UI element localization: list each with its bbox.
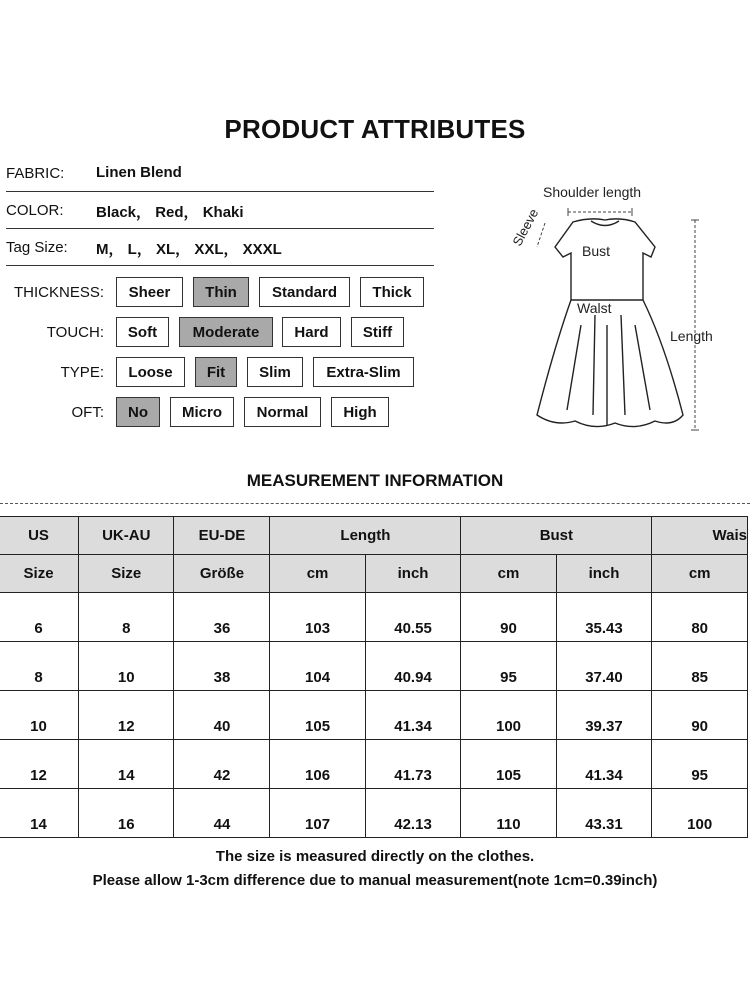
note-measured: The size is measured directly on the clothes. (215, 848, 535, 865)
subheader-cell: cm (652, 555, 748, 593)
chip-thin: Thin (193, 277, 249, 307)
attr-row-thickness (0, 277, 104, 307)
table-cell: 40.55 (365, 593, 461, 642)
table-cell: 100 (461, 691, 556, 740)
table-cell: 14 (79, 740, 174, 789)
table-cell: 39.37 (556, 691, 652, 740)
table-cell: 41.73 (365, 740, 461, 789)
chip-standard: Standard (259, 277, 350, 307)
table-cell: 10 (79, 642, 174, 691)
info-value: Black， Red， Khaki (96, 204, 244, 221)
chip-micro: Micro (170, 397, 234, 427)
table-cell: 105 (270, 691, 365, 740)
chip-extra-slim: Extra-Slim (313, 357, 414, 387)
header-row-1 (0, 517, 748, 555)
chip-sheer: Sheer (116, 277, 183, 307)
chip-slim: Slim (247, 357, 303, 387)
table-row (0, 789, 748, 838)
table-cell: 10 (0, 691, 79, 740)
page-title: PRODUCT ATTRIBUTES (224, 114, 526, 144)
table-cell: 110 (461, 789, 556, 838)
shoulder-length-label: Shoulder length (543, 184, 642, 200)
table-cell: 40.94 (365, 642, 461, 691)
table-cell: 95 (652, 740, 748, 789)
subheader-cell: Größe (174, 555, 270, 593)
table-cell: 12 (0, 740, 79, 789)
header-us: US (0, 517, 79, 555)
table-cell: 8 (79, 593, 174, 642)
table-cell: 105 (461, 740, 556, 789)
chip-stiff: Stiff (351, 317, 404, 347)
table-cell: 85 (652, 642, 748, 691)
header-row-2 (0, 555, 748, 593)
table-cell: 35.43 (556, 593, 652, 642)
note-difference: Please allow 1-3cm difference due to manual measurement(note 1cm=0.39inch) (92, 872, 658, 889)
table-cell: 41.34 (556, 740, 652, 789)
table-cell: 43.31 (556, 789, 652, 838)
table-cell: 38 (174, 642, 270, 691)
table-cell: 107 (270, 789, 365, 838)
dress-outline-icon (495, 175, 745, 440)
table-cell: 90 (461, 593, 556, 642)
table-cell: 100 (652, 789, 748, 838)
chip-loose: Loose (116, 357, 185, 387)
attr-label: THICKNESS: (13, 284, 104, 301)
header-length: Length (270, 517, 461, 555)
table-cell: 106 (270, 740, 365, 789)
chip-moderate: Moderate (179, 317, 273, 347)
dress-diagram (495, 175, 745, 440)
info-row-tag-size (6, 229, 434, 266)
measurement-table (0, 516, 748, 838)
table-cell: 42 (174, 740, 270, 789)
attr-label: TOUCH: (46, 324, 104, 341)
table-cell: 8 (0, 642, 79, 691)
attr-row-touch (0, 317, 104, 347)
info-row-color (6, 192, 434, 229)
bust-label: Bust (582, 243, 611, 259)
chip-thick: Thick (360, 277, 424, 307)
table-cell: 80 (652, 593, 748, 642)
table-cell: 36 (174, 593, 270, 642)
attr-row-type (0, 357, 104, 387)
subheader-cell: inch (556, 555, 652, 593)
table-cell: 103 (270, 593, 365, 642)
table-cell: 90 (652, 691, 748, 740)
info-row-fabric (6, 155, 434, 192)
table-cell: 12 (79, 691, 174, 740)
info-label: Tag Size: (6, 239, 68, 256)
attr-row-oft (0, 397, 104, 427)
attr-label: OFT: (71, 404, 104, 421)
chip-no: No (116, 397, 160, 427)
length-label: Length (670, 328, 713, 344)
sleeve-label: Sleeve (509, 206, 542, 249)
table-cell: 40 (174, 691, 270, 740)
table-row (0, 691, 748, 740)
subheader-cell: Size (0, 555, 79, 593)
table-row (0, 593, 748, 642)
subheader-cell: Size (79, 555, 174, 593)
chip-normal: Normal (244, 397, 321, 427)
table-cell: 41.34 (365, 691, 461, 740)
waist-label: Walst (577, 300, 612, 316)
info-label: COLOR: (6, 202, 64, 219)
header-uk-au: UK-AU (79, 517, 174, 555)
info-value: Linen Blend (96, 164, 182, 181)
info-label: FABRIC: (6, 165, 65, 182)
table-cell: 16 (79, 789, 174, 838)
chip-fit: Fit (195, 357, 237, 387)
table-cell: 95 (461, 642, 556, 691)
header-eu-de: EU-DE (174, 517, 270, 555)
table-row (0, 740, 748, 789)
info-value: M， L， XL， XXL， XXXL (96, 241, 282, 258)
table-cell: 104 (270, 642, 365, 691)
table-cell: 37.40 (556, 642, 652, 691)
table-row (0, 642, 748, 691)
measurement-title: MEASUREMENT INFORMATION (246, 471, 504, 490)
subheader-cell: inch (365, 555, 461, 593)
table-cell: 14 (0, 789, 79, 838)
table-cell: 42.13 (365, 789, 461, 838)
chip-high: High (331, 397, 389, 427)
table-cell: 44 (174, 789, 270, 838)
subheader-cell: cm (461, 555, 556, 593)
chip-hard: Hard (282, 317, 341, 347)
dashed-divider (0, 503, 750, 504)
chip-soft: Soft (116, 317, 169, 347)
header-bust: Bust (461, 517, 652, 555)
attr-label: TYPE: (60, 364, 104, 381)
header-waist: Wais (652, 517, 748, 555)
subheader-cell: cm (270, 555, 365, 593)
table-cell: 6 (0, 593, 79, 642)
